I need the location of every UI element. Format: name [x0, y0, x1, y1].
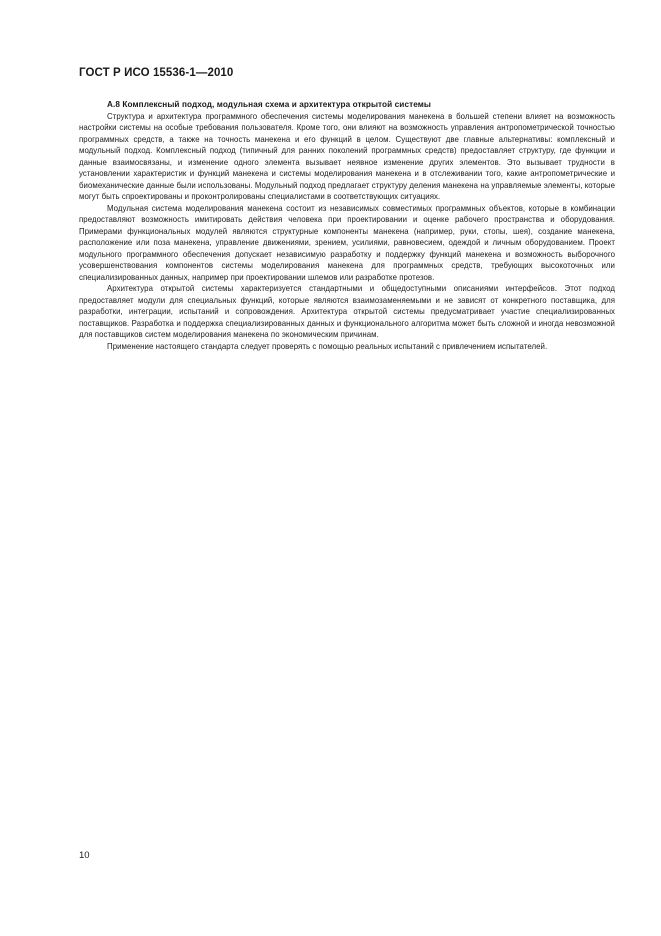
document-body: [79, 99, 615, 352]
document-header: ГОСТ Р ИСО 15536-1—2010: [79, 67, 234, 79]
page-number: 10: [79, 850, 90, 861]
paragraph-4: Применение настоящего стандарта следует проверять с помощью реальных испытаний с привлечением испытателей.: [107, 341, 548, 351]
paragraph-1: Структура и архитектура программного обеспечения системы моделирования манекена в большей степени влияет на возможность настройки системы на особые требования пользователя. Кроме того, они влияют на возможность управления антропометрической точностью программных средств, а также на точность манекена и его функций в целом. Существуют две главные альтернативы: комплексный и модульный подход. Комплексный подход (типичный для ранних поколений программных средств) предоставляет структуру, где функции и данные взаимосвязаны, и изменение одного элемента вызывает неявное изменение других элементов. Это вызывает трудности в установлении характеристик и функций манекена и системы моделирования манекена и в отслеживании того, какие антропометрические и биомеханические данные были использованы. Модульный подход предлагает структуру деления манекена на управляемые элементы, которые могут быть спроектированы и проконтролированы специалистами в соответствующих ситуациях.: [79, 111, 615, 201]
paragraph-3: Архитектура открытой системы характеризуется стандартными и общедоступными описаниями интерфейсов. Этот подход предоставляет модули для специальных функций, которые являются взаимозаменяемыми и не зависят от конкретного поставщика, для разработки, интеграции, испытаний и сопровождения. Архитектура открытой системы предусматривает участие специализированных поставщиков. Разработка и поддержка специализированных данных и функционального алгоритма может быть сложной и иногда невозможной для поставщиков систем моделирования манекена по экономическим причинам.: [79, 284, 615, 339]
section-title: А.8 Комплексный подход, модульная схема и архитектура открытой системы: [107, 100, 431, 109]
paragraph-2: Модульная система моделирования манекена состоит из независимых совместимых программных объектов, которые в комбинации предоставляют возможность имитировать действия человека при проектировании и оценке рабочего пространства и оборудования. Примерами функциональных модулей являются структурные компоненты манекена (например, руки, стопы, шея), создание манекена, расположение или поза манекена, управление движениями, зрением, усилиями, равновесием, одеждой и личным оборудованием. Проект модульного программного обеспечения допускает независимую разработку и поддержку функций манекена и возможность выборочного усовершенствования компонентов системы моделирования манекена для программных средств, требующих высокоточных или специализированных данных, например при проектировании шлемов или разработке протезов.: [79, 203, 615, 282]
